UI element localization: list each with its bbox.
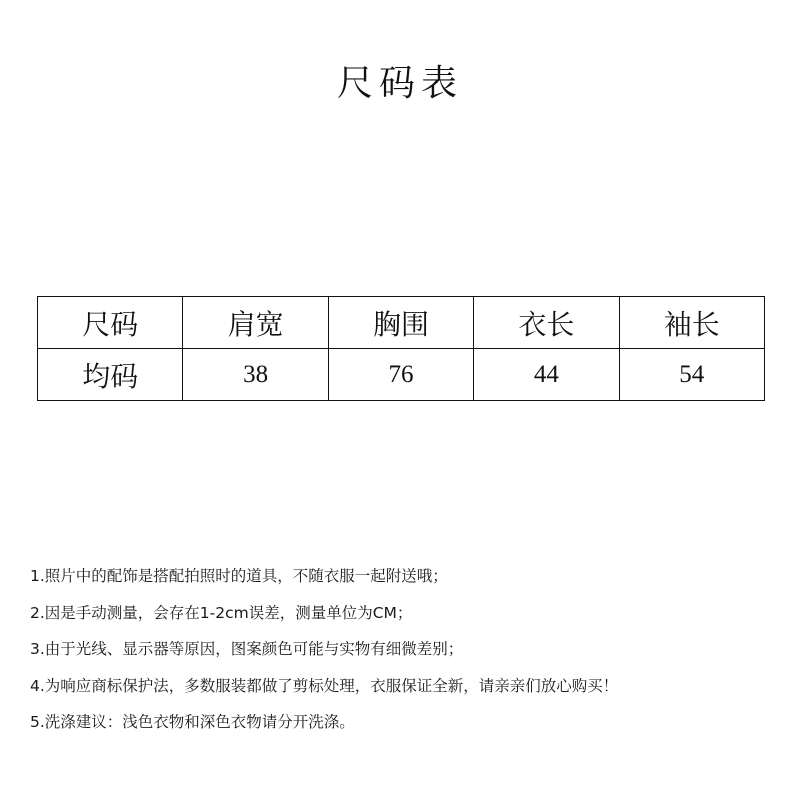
header-sleeve-length: 袖长 xyxy=(619,297,764,349)
note-item: 5.洗涤建议：浅色衣物和深色衣物请分开洗涤。 xyxy=(30,713,355,731)
cell-shoulder-width: 38 xyxy=(183,349,328,401)
note-item: 4.为响应商标保护法，多数服装都做了剪标处理，衣服保证全新，请亲亲们放心购买！ xyxy=(30,676,619,695)
header-bust: 胸围 xyxy=(328,297,473,349)
cell-sleeve-length: 54 xyxy=(619,349,764,401)
table-header-row xyxy=(38,297,765,349)
header-shoulder-width: 肩宽 xyxy=(183,297,328,349)
cell-size: 均码 xyxy=(38,349,183,401)
cell-bust: 76 xyxy=(328,349,473,401)
note-item: 1.照片中的配饰是搭配拍照时的道具，不随衣服一起附送哦； xyxy=(30,567,448,585)
cell-length: 44 xyxy=(474,349,619,401)
note-item: 3.由于光线、显示器等原因，图案颜色可能与实物有细微差别； xyxy=(30,640,464,658)
header-length: 衣长 xyxy=(474,297,619,349)
table-row xyxy=(38,349,765,401)
note-item: 2.因是手动测量，会存在1-2cm误差，测量单位为CM； xyxy=(30,603,413,622)
notes-list xyxy=(30,565,780,748)
header-size: 尺码 xyxy=(38,297,183,349)
size-table xyxy=(37,296,765,401)
page-title: 尺码表 xyxy=(336,63,463,104)
